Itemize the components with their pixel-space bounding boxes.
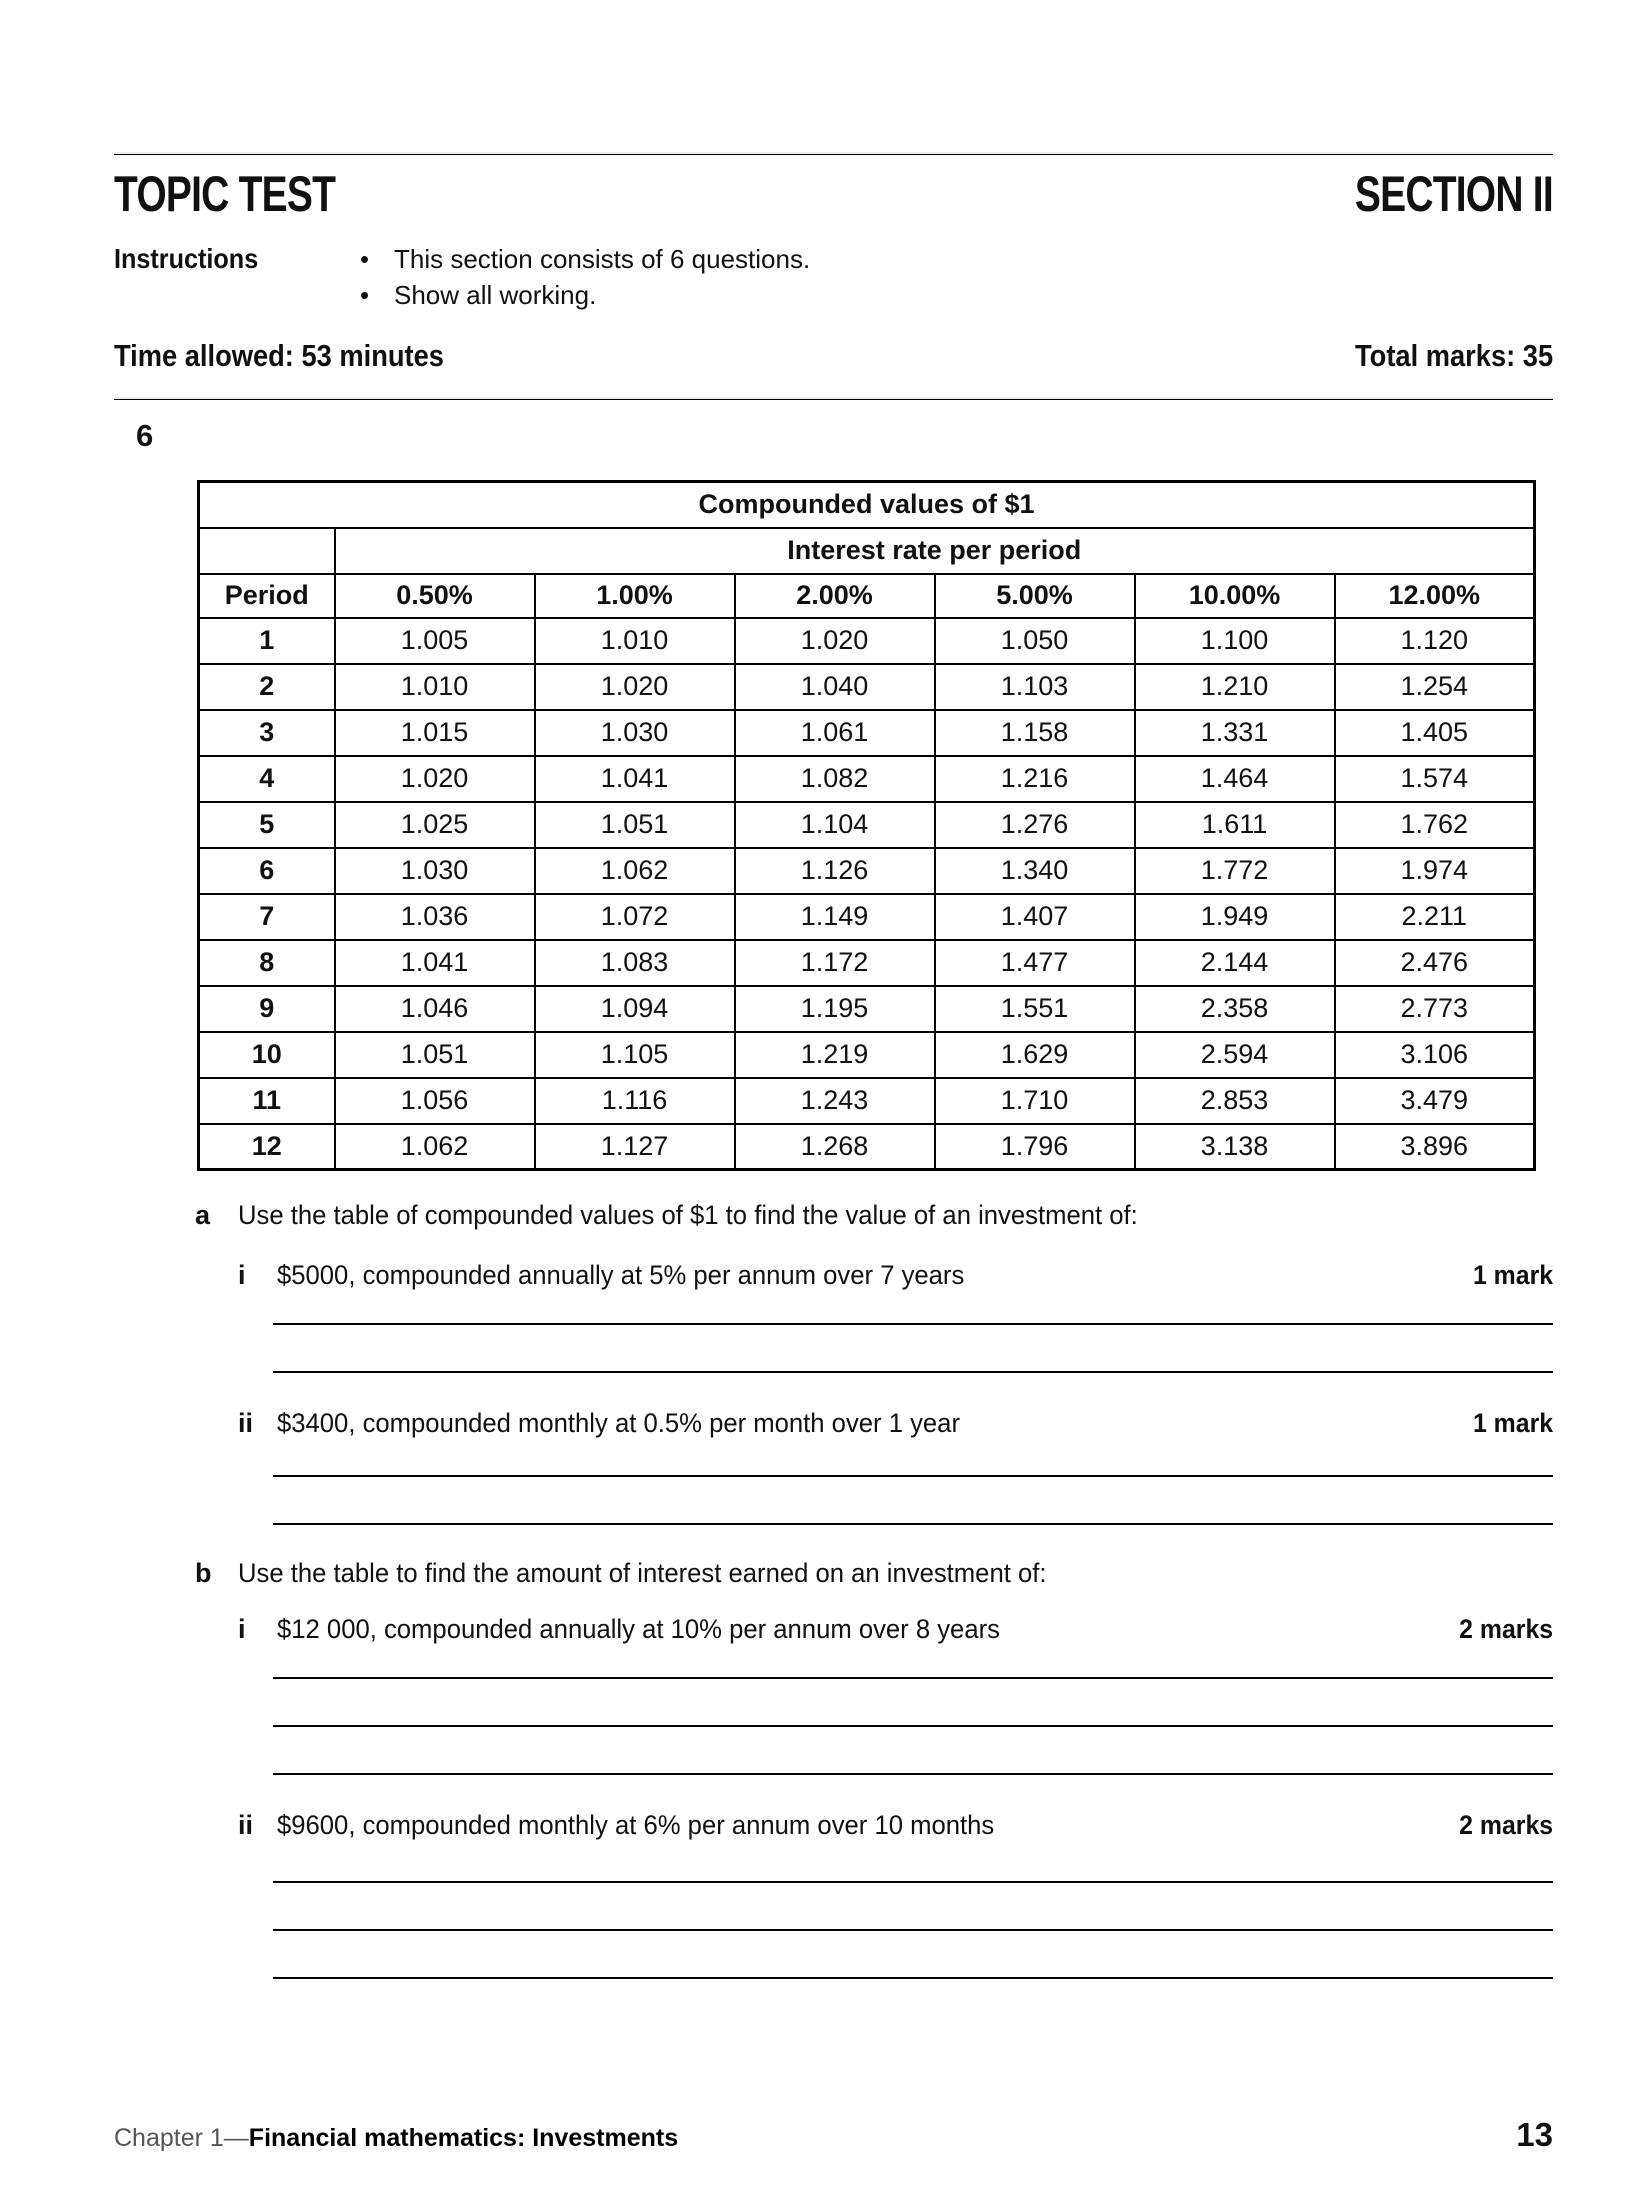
table-row — [199, 618, 1535, 664]
value-cell: 2.358 — [1135, 986, 1335, 1032]
value-cell: 1.127 — [535, 1124, 735, 1170]
value-cell: 2.773 — [1335, 986, 1535, 1032]
value-cell: 1.219 — [735, 1032, 935, 1078]
value-cell: 2.594 — [1135, 1032, 1335, 1078]
value-cell: 1.051 — [335, 1032, 535, 1078]
compounded-values-table — [197, 480, 1536, 1171]
period-cell: 11 — [199, 1078, 335, 1124]
table-subtitle-row — [199, 528, 1535, 574]
question-b-part-ii — [195, 1809, 1553, 1841]
value-cell: 1.010 — [535, 618, 735, 664]
period-cell: 4 — [199, 756, 335, 802]
rate-header: 1.00% — [535, 574, 735, 618]
value-cell: 3.138 — [1135, 1124, 1335, 1170]
period-cell: 8 — [199, 940, 335, 986]
question-letter: b — [195, 1558, 212, 1589]
value-cell: 3.479 — [1335, 1078, 1535, 1124]
rate-header: 12.00% — [1335, 574, 1535, 618]
value-cell: 1.020 — [735, 618, 935, 664]
question-text: Use the table to find the amount of interest earned on an investment of: — [238, 1558, 1047, 1589]
value-cell: 1.082 — [735, 756, 935, 802]
value-cell: 1.025 — [335, 802, 535, 848]
period-cell: 9 — [199, 986, 335, 1032]
value-cell: 1.010 — [335, 664, 535, 710]
value-cell: 1.629 — [935, 1032, 1135, 1078]
value-cell: 1.105 — [535, 1032, 735, 1078]
value-cell: 2.144 — [1135, 940, 1335, 986]
empty-corner-cell — [199, 528, 335, 574]
value-cell: 1.120 — [1335, 618, 1535, 664]
total-marks: Total marks: 35 — [1354, 338, 1553, 373]
table-row — [199, 1078, 1535, 1124]
value-cell: 1.072 — [535, 894, 735, 940]
instruction-text: Show all working. — [394, 280, 597, 310]
value-cell: 1.974 — [1335, 848, 1535, 894]
table-row — [199, 756, 1535, 802]
value-cell: 3.896 — [1335, 1124, 1535, 1170]
value-cell: 1.040 — [735, 664, 935, 710]
value-cell: 1.195 — [735, 986, 935, 1032]
marks-label: 2 marks — [1459, 1614, 1553, 1645]
period-cell: 5 — [199, 802, 335, 848]
part-text: $9600, compounded monthly at 6% per annum over 10 months — [277, 1810, 995, 1841]
questions-section — [195, 1199, 1553, 1979]
bullet-icon: • — [360, 244, 370, 274]
answer-line — [273, 1725, 1553, 1727]
value-cell: 1.051 — [535, 802, 735, 848]
part-label: ii — [238, 1408, 254, 1439]
question-text: Use the table of compounded values of $1 to find the value of an investment of: — [238, 1200, 1138, 1231]
part-label: i — [238, 1260, 246, 1291]
marks-label: 1 mark — [1472, 1260, 1553, 1291]
value-cell: 1.611 — [1135, 802, 1335, 848]
part-text: $5000, compounded annually at 5% per annum over 7 years — [277, 1260, 965, 1291]
value-cell: 1.551 — [935, 986, 1135, 1032]
part-text: $3400, compounded monthly at 0.5% per month over 1 year — [277, 1408, 961, 1439]
table-title-row — [199, 482, 1535, 528]
table-header-row — [199, 574, 1535, 618]
answer-line — [273, 1371, 1553, 1373]
period-cell: 7 — [199, 894, 335, 940]
value-cell: 1.062 — [335, 1124, 535, 1170]
answer-line — [273, 1773, 1553, 1775]
answer-line — [273, 1475, 1553, 1477]
instructions-block — [114, 241, 1553, 313]
rate-header: 0.50% — [335, 574, 535, 618]
value-cell: 1.574 — [1335, 756, 1535, 802]
value-cell: 1.062 — [535, 848, 735, 894]
table-row — [199, 848, 1535, 894]
part-label: ii — [238, 1810, 254, 1841]
divider-rule — [114, 397, 1553, 400]
value-cell: 1.036 — [335, 894, 535, 940]
value-cell: 1.710 — [935, 1078, 1135, 1124]
value-cell: 2.853 — [1135, 1078, 1335, 1124]
value-cell: 2.476 — [1335, 940, 1535, 986]
value-cell: 1.041 — [335, 940, 535, 986]
marks-label: 1 mark — [1472, 1408, 1553, 1439]
table-row — [199, 986, 1535, 1032]
question-number: 6 — [136, 418, 154, 454]
instructions-list — [358, 241, 810, 313]
table-row — [199, 940, 1535, 986]
value-cell: 1.477 — [935, 940, 1135, 986]
value-cell: 1.020 — [335, 756, 535, 802]
table-row — [199, 802, 1535, 848]
value-cell: 1.407 — [935, 894, 1135, 940]
table-row — [199, 664, 1535, 710]
instruction-text: This section consists of 6 questions. — [394, 244, 811, 274]
page-title: TOPIC TEST — [114, 166, 336, 222]
value-cell: 1.103 — [935, 664, 1135, 710]
value-cell: 1.104 — [735, 802, 935, 848]
table-row — [199, 894, 1535, 940]
value-cell: 1.276 — [935, 802, 1135, 848]
chapter-prefix: Chapter 1— — [114, 2124, 249, 2152]
top-rule — [114, 152, 1553, 155]
instruction-item — [358, 277, 810, 313]
period-cell: 2 — [199, 664, 335, 710]
value-cell: 1.210 — [1135, 664, 1335, 710]
question-b — [195, 1557, 1553, 1589]
question-a-part-ii — [195, 1407, 1553, 1439]
value-cell: 1.116 — [535, 1078, 735, 1124]
value-cell: 1.796 — [935, 1124, 1135, 1170]
marks-label: 2 marks — [1459, 1810, 1553, 1841]
answer-line — [273, 1677, 1553, 1679]
value-cell: 1.056 — [335, 1078, 535, 1124]
value-cell: 2.211 — [1335, 894, 1535, 940]
period-cell: 3 — [199, 710, 335, 756]
value-cell: 1.331 — [1135, 710, 1335, 756]
time-allowed: Time allowed: 53 minutes — [114, 338, 444, 373]
period-cell: 12 — [199, 1124, 335, 1170]
chapter-title: Financial mathematics: Investments — [248, 2124, 679, 2152]
value-cell: 1.094 — [535, 986, 735, 1032]
value-cell: 1.216 — [935, 756, 1135, 802]
section-title: SECTION II — [1354, 166, 1553, 222]
value-cell: 1.405 — [1335, 710, 1535, 756]
period-header: Period — [199, 574, 335, 618]
value-cell: 1.100 — [1135, 618, 1335, 664]
answer-line — [273, 1929, 1553, 1931]
instruction-item — [358, 241, 810, 277]
rate-header: 10.00% — [1135, 574, 1335, 618]
table-title: Compounded values of $1 — [199, 482, 1535, 528]
answer-line — [273, 1881, 1553, 1883]
question-letter: a — [195, 1200, 211, 1231]
value-cell: 1.158 — [935, 710, 1135, 756]
instructions-label: Instructions — [114, 243, 259, 274]
value-cell: 1.061 — [735, 710, 935, 756]
table-row — [199, 1032, 1535, 1078]
table-row — [199, 710, 1535, 756]
value-cell: 1.030 — [535, 710, 735, 756]
time-marks-row — [114, 339, 1553, 373]
answer-line — [273, 1977, 1553, 1979]
part-text: $12 000, compounded annually at 10% per annum over 8 years — [277, 1614, 1000, 1645]
bullet-icon: • — [360, 280, 370, 310]
page-footer — [114, 2116, 1553, 2154]
value-cell: 1.172 — [735, 940, 935, 986]
value-cell: 1.340 — [935, 848, 1135, 894]
period-cell: 10 — [199, 1032, 335, 1078]
value-cell: 1.243 — [735, 1078, 935, 1124]
period-cell: 1 — [199, 618, 335, 664]
value-cell: 1.015 — [335, 710, 535, 756]
value-cell: 1.149 — [735, 894, 935, 940]
period-cell: 6 — [199, 848, 335, 894]
question-a-part-i — [195, 1259, 1553, 1291]
value-cell: 1.254 — [1335, 664, 1535, 710]
value-cell: 1.050 — [935, 618, 1135, 664]
value-cell: 1.772 — [1135, 848, 1335, 894]
question-a — [195, 1199, 1553, 1231]
value-cell: 1.046 — [335, 986, 535, 1032]
page-number: 13 — [1516, 2116, 1553, 2153]
value-cell: 1.083 — [535, 940, 735, 986]
value-cell: 1.762 — [1335, 802, 1535, 848]
value-cell: 1.041 — [535, 756, 735, 802]
part-label: i — [238, 1614, 246, 1645]
table-subtitle: Interest rate per period — [335, 528, 1535, 574]
page-header — [114, 166, 1553, 222]
rate-table-body — [199, 482, 1535, 1170]
value-cell: 1.030 — [335, 848, 535, 894]
value-cell: 1.126 — [735, 848, 935, 894]
value-cell: 1.020 — [535, 664, 735, 710]
value-cell: 1.949 — [1135, 894, 1335, 940]
value-cell: 3.106 — [1335, 1032, 1535, 1078]
question-b-part-i — [195, 1613, 1553, 1645]
chapter-reference — [114, 2124, 678, 2153]
answer-line — [273, 1323, 1553, 1325]
answer-line — [273, 1523, 1553, 1525]
rate-header: 2.00% — [735, 574, 935, 618]
value-cell: 1.464 — [1135, 756, 1335, 802]
table-row — [199, 1124, 1535, 1170]
value-cell: 1.005 — [335, 618, 535, 664]
test-page — [114, 0, 1553, 2211]
value-cell: 1.268 — [735, 1124, 935, 1170]
rate-header: 5.00% — [935, 574, 1135, 618]
